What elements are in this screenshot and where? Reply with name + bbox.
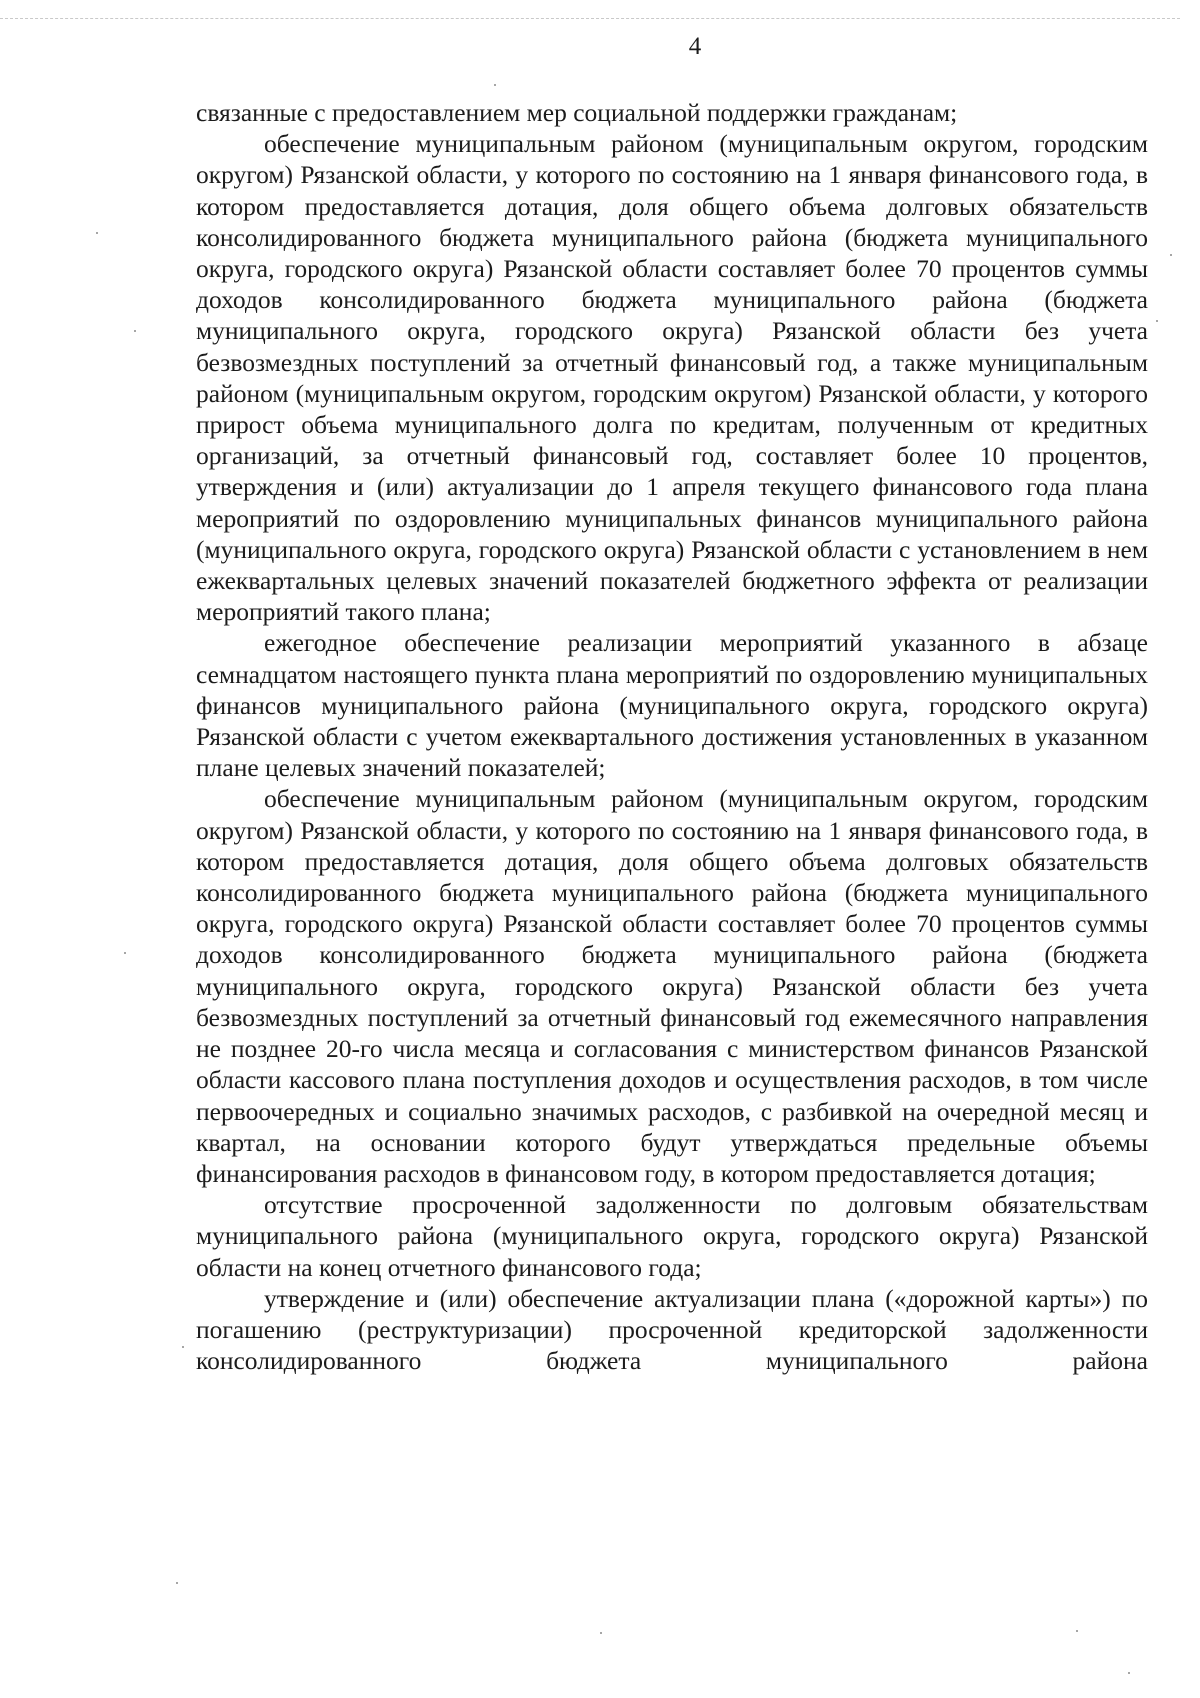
scan-speck bbox=[176, 1582, 178, 1584]
scan-speck bbox=[134, 330, 136, 332]
scan-speck bbox=[600, 1632, 602, 1634]
paragraph: отсутствие просроченной задолженности по долговым обязательствам муниципального района (муниципального округа, городского округа) Рязанской области на конец отчетного финансового года; bbox=[196, 1190, 1148, 1282]
scan-speck bbox=[1170, 254, 1172, 256]
paragraph-last: утверждение и (или) обеспечение актуализации плана («дорожной карты») по погашению (реструктуризации) просроченной кредиторской задолженности консолидированного бюджета муниципального района bbox=[196, 1283, 1148, 1376]
paragraph: связанные с предоставлением мер социальной поддержки гражданам; bbox=[196, 98, 958, 127]
paragraph: обеспечение муниципальным районом (муниципальным округом, городским округом) Рязанской области, у которого по состоянию на 1 января финансового года, в котором предоставляется дотация, доля общего объема долговых обязательств консолидированного бюджета муниципального района (бюджета муниципального округа, городского округа) Рязанской области составляет более 70 процентов суммы доходов консолидированного бюджета муниципального района (бюджета муниципального округа, городского округа) Рязанской области без учета безвозмездных поступлений за отчетный финансовый год ежемесячного направления не позднее 20-го числа месяца и согласования с министерством финансов Рязанской области кассового плана поступления доходов и осуществления расходов, в том числе первоочередных и социально значимых расходов, с разбивкой на очередной месяц и квартал, на основании которого будут утверждаться предельные объемы финансирования расходов в финансовом году, в котором предоставляется дотация; bbox=[196, 784, 1148, 1188]
scan-speck bbox=[182, 1346, 184, 1348]
scan-speck bbox=[1156, 320, 1158, 322]
paragraph: ежегодное обеспечение реализации мероприятий указанного в абзаце семнадцатом настоящего пункта плана мероприятий по оздоровлению муниципальных финансов муниципального района (муниципального округа, городского округа) Рязанской области с учетом ежеквартального достижения установленных в указанном плане целевых значений показателей; bbox=[196, 628, 1148, 783]
scan-speck bbox=[124, 952, 126, 954]
scan-speck bbox=[96, 232, 98, 234]
document-body bbox=[196, 97, 1148, 1376]
paragraph: обеспечение муниципальным районом (муниципальным округом, городским округом) Рязанской области, у которого по состоянию на 1 января финансового года, в котором предоставляется дотация, доля общего объема долговых обязательств консолидированного бюджета муниципального района (бюджета муниципального округа, городского округа) Рязанской области составляет более 70 процентов суммы доходов консолидированного бюджета муниципального района (бюджета муниципального округа, городского округа) Рязанской области без учета безвозмездных поступлений за отчетный финансовый год, а также муниципальным районом (муниципальным округом, городским округом) Рязанской области, у которого прирост объема муниципального долга по кредитам, полученным от кредитных организаций, за отчетный финансовый год, составляет более 10 процентов, утверждения и (или) актуализации до 1 апреля текущего финансового года плана мероприятий по оздоровлению муниципальных финансов муниципального района (муниципального округа, городского округа) Рязанской области с установлением в нем ежеквартальных целевых значений показателей бюджетного эффекта от реализации мероприятий такого плана; bbox=[196, 129, 1148, 627]
scan-speck bbox=[1076, 1630, 1078, 1632]
scan-speck bbox=[494, 84, 496, 86]
scan-edge-line bbox=[0, 18, 1180, 19]
scan-speck bbox=[1128, 1672, 1130, 1674]
page-number: 4 bbox=[688, 33, 702, 60]
